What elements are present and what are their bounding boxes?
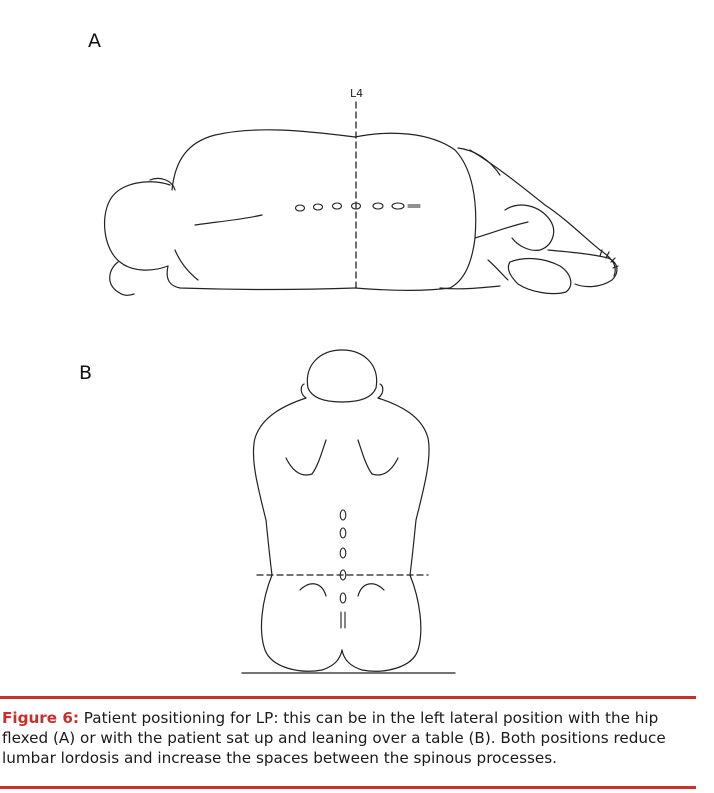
caption-bottom-rule	[0, 786, 696, 789]
buttock-outline	[355, 133, 476, 290]
shoulder-outline	[253, 398, 306, 575]
caption-text: Patient positioning for LP: this can be in the left lateral position with the hip flexed (A) or with the patient sat up and leaning over a table (B). Both positions reduce lumbar lordosis and increase the spaces between the spinous processes.	[2, 709, 666, 767]
spinous-processes-b	[340, 510, 346, 628]
panel-b-label: B	[79, 362, 93, 384]
lateral-position-figure	[105, 102, 618, 295]
panel-a-label: A	[88, 30, 101, 52]
head-outline-a	[105, 182, 170, 270]
figure-caption	[2, 708, 698, 768]
l4-label: L4	[350, 87, 364, 100]
head-outline-b	[307, 350, 376, 402]
caption-top-rule	[0, 696, 696, 699]
torso-outline-a	[172, 130, 355, 190]
spinous-processes-a	[296, 203, 421, 211]
caption-label: Figure 6:	[2, 709, 79, 727]
seated-position-figure	[242, 350, 455, 673]
